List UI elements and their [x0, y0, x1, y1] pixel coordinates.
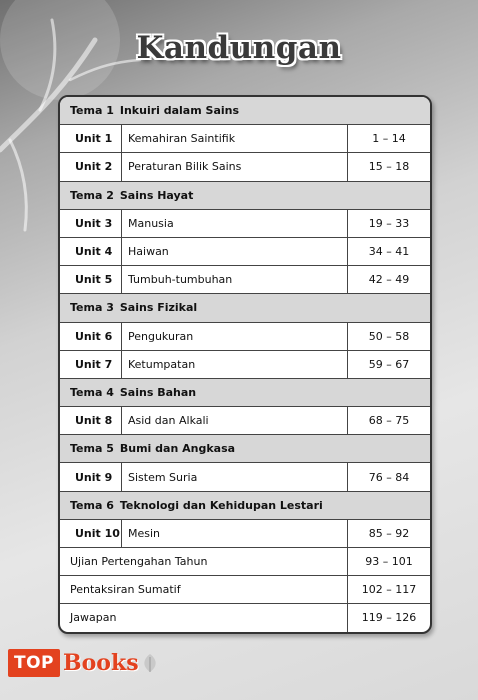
unit-number: Unit 10 — [60, 520, 122, 547]
extra-pages: 119 – 126 — [361, 611, 417, 625]
unit-name: Asid dan Alkali — [122, 407, 348, 434]
unit-name: Tumbuh-tumbuhan — [122, 266, 348, 293]
extra-name: Ujian Pertengahan Tahun — [60, 548, 348, 575]
unit-name: Ketumpatan — [122, 351, 348, 378]
unit-number: Unit 1 — [60, 125, 122, 152]
theme-label: Tema 5 — [70, 442, 114, 456]
theme-label: Tema 2 — [70, 188, 114, 202]
unit-row — [60, 462, 430, 490]
logo-books-text: Books — [63, 650, 139, 676]
unit-name: Peraturan Bilik Sains — [122, 153, 348, 180]
extra-name: Pentaksiran Sumatif — [60, 576, 348, 603]
extra-row — [60, 603, 430, 631]
theme-row — [60, 378, 430, 406]
publisher-logo — [8, 646, 159, 680]
unit-row — [60, 237, 430, 265]
unit-name: Sistem Suria — [122, 463, 348, 490]
contents-table — [58, 95, 432, 634]
unit-number: Unit 8 — [60, 407, 122, 434]
unit-pages: 68 – 75 — [368, 414, 410, 428]
unit-row — [60, 519, 430, 547]
unit-pages: 1 – 14 — [372, 132, 406, 146]
unit-name: Kemahiran Saintifik — [122, 125, 348, 152]
unit-pages: 15 – 18 — [368, 160, 410, 174]
theme-row — [60, 293, 430, 321]
unit-pages: 85 – 92 — [368, 526, 410, 540]
page-title: Kandungan — [136, 30, 342, 66]
unit-name: Haiwan — [122, 238, 348, 265]
unit-number: Unit 5 — [60, 266, 122, 293]
unit-row — [60, 265, 430, 293]
unit-number: Unit 7 — [60, 351, 122, 378]
extra-pages: 93 – 101 — [365, 555, 413, 569]
theme-label: Tema 6 — [70, 498, 114, 512]
theme-name: Sains Hayat — [119, 188, 194, 202]
theme-label: Tema 3 — [70, 301, 114, 315]
leaf-icon — [141, 653, 159, 673]
unit-row — [60, 350, 430, 378]
unit-pages: 76 – 84 — [368, 470, 410, 484]
extra-name: Jawapan — [60, 604, 348, 631]
theme-name: Sains Fizikal — [119, 301, 198, 315]
theme-name: Inkuiri dalam Sains — [119, 104, 240, 118]
theme-row — [60, 181, 430, 209]
extra-row — [60, 575, 430, 603]
unit-row — [60, 209, 430, 237]
unit-pages: 19 – 33 — [368, 216, 410, 230]
unit-pages: 59 – 67 — [368, 357, 410, 371]
theme-row — [60, 491, 430, 519]
unit-number: Unit 2 — [60, 153, 122, 180]
unit-name: Manusia — [122, 210, 348, 237]
unit-number: Unit 4 — [60, 238, 122, 265]
unit-pages: 50 – 58 — [368, 329, 410, 343]
unit-pages: 34 – 41 — [368, 245, 410, 259]
extra-row — [60, 547, 430, 575]
unit-row — [60, 124, 430, 152]
unit-row — [60, 322, 430, 350]
theme-label: Tema 4 — [70, 385, 114, 399]
theme-row — [60, 434, 430, 462]
unit-number: Unit 3 — [60, 210, 122, 237]
unit-row — [60, 406, 430, 434]
theme-name: Bumi dan Angkasa — [119, 442, 236, 456]
theme-row — [60, 97, 430, 124]
extra-pages: 102 – 117 — [361, 583, 417, 597]
unit-number: Unit 6 — [60, 323, 122, 350]
theme-name: Teknologi dan Kehidupan Lestari — [119, 498, 323, 512]
unit-pages: 42 – 49 — [368, 273, 410, 287]
unit-name: Pengukuran — [122, 323, 348, 350]
unit-number: Unit 9 — [60, 463, 122, 490]
unit-name: Mesin — [122, 520, 348, 547]
theme-label: Tema 1 — [70, 104, 114, 118]
unit-row — [60, 152, 430, 180]
theme-name: Sains Bahan — [119, 385, 197, 399]
logo-top-text: TOP — [8, 649, 60, 677]
